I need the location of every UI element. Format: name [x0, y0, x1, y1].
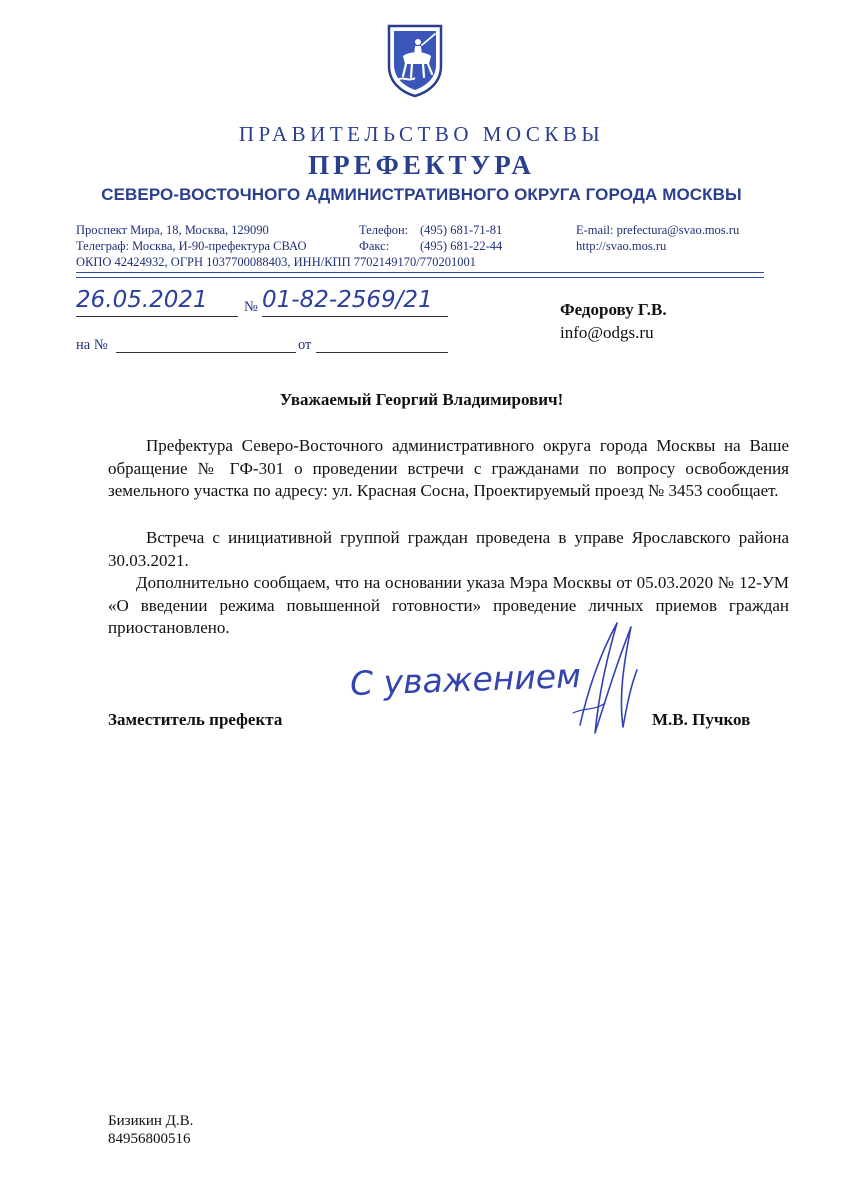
prefecture-title: ПРЕФЕКТУРА: [308, 150, 535, 180]
codes-line: ОКПО 42424932, ОГРН 1037700088403, ИНН/КПП 7702149170/770201001: [76, 255, 476, 269]
fax-number: (495) 681-22-44: [420, 239, 503, 253]
letter-number: 01-82-2569/21: [262, 287, 433, 313]
fax-label: Факс:: [359, 239, 390, 253]
from-underline: [316, 352, 448, 353]
paragraph-2: Встреча с инициативной группой граждан проведена в управе Ярославского района 30.03.2021.: [108, 528, 789, 570]
letter-date: 26.05.2021: [76, 287, 208, 313]
paragraph-3: Дополнительно сообщаем, что на основании указа Мэра Москвы от 05.03.2020 № 12-УМ «О введении режима повышенной готовности» проведение личных приемов граждан приостановлено.: [108, 573, 789, 637]
phone-label: Телефон:: [359, 223, 409, 237]
website-line: http://svao.mos.ru: [576, 239, 667, 253]
phone-number: (495) 681-71-81: [420, 223, 503, 237]
reference-underline: [116, 352, 296, 353]
government-title: ПРАВИТЕЛЬСТВО МОСКВЫ: [238, 122, 605, 146]
number-underline: [262, 316, 448, 317]
salutation: Уважаемый Георгий Владимирович!: [279, 390, 564, 409]
handwritten-regards: С уважением: [349, 655, 582, 704]
email-line: E-mail: prefectura@svao.mos.ru: [576, 223, 740, 237]
signatory-name: М.В. Пучков: [652, 710, 751, 729]
from-label: от: [298, 337, 312, 353]
addressee-name: Федорову Г.В.: [560, 300, 667, 319]
executor-name: Бизикин Д.В.: [108, 1113, 194, 1129]
address-line: Проспект Мира, 18, Москва, 129090: [76, 223, 269, 237]
header-divider-bottom: [76, 277, 764, 278]
date-underline: [76, 316, 238, 317]
signatory-position: Заместитель префекта: [108, 710, 283, 729]
reference-label: на №: [76, 337, 108, 353]
telegraph-line: Телеграф: Москва, И-90-префектура СВАО: [76, 239, 307, 253]
moscow-coat-of-arms-icon: [385, 22, 445, 98]
district-title: СЕВЕРО-ВОСТОЧНОГО АДМИНИСТРАТИВНОГО ОКРУГА ГОРОДА МОСКВЫ: [101, 185, 742, 204]
paragraph-1: Префектура Северо-Восточного административного округа города Москвы на Ваше обращение № ГФ-301 о проведении встречи с гражданами по вопросу освобождения земельного участка по адресу: ул. Красная Сосна, Проектируемый проезд № 3453 сообщает.: [108, 436, 789, 500]
header-divider-top: [76, 272, 764, 273]
executor-phone: 84956800516: [108, 1131, 191, 1147]
number-label: №: [244, 299, 258, 315]
addressee-email: info@odgs.ru: [560, 323, 654, 342]
handwritten-signature: [565, 615, 645, 740]
